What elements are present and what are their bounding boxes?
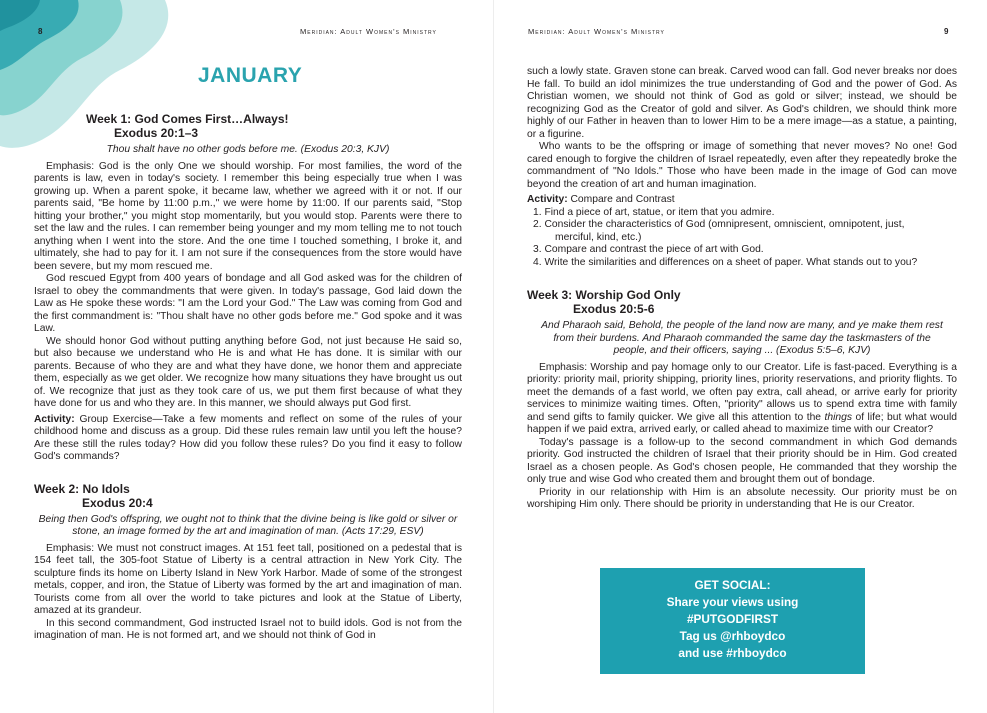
right-page bbox=[494, 0, 987, 713]
running-head: Meridian: Adult Women's Ministry bbox=[528, 27, 665, 36]
week2-paragraph-2: In this second commandment, God instructed Israel not to build idols. God is not from the imagination of man. He is not formed art, and we should not think of God in bbox=[34, 617, 462, 641]
list-item: 3. Compare and contrast the piece of art with God. bbox=[533, 244, 764, 255]
week1-reference: Exodus 20:1–3 bbox=[114, 126, 199, 140]
week3-paragraph-3: Priority in our relationship with Him is an absolute necessity. Our priority must be on worshiping Him only. There should be priority in understanding that He is our Creator. bbox=[527, 486, 957, 510]
week1-verse: Thou shalt have no other gods before me. (Exodus 20:3, KJV) bbox=[106, 144, 390, 155]
social-line-4: Tag us @rhboydco bbox=[679, 629, 786, 643]
right-text-column bbox=[527, 66, 957, 512]
activity-label: Activity: bbox=[527, 194, 568, 205]
week2-verse: Being then God's offspring, we ought not to think that the divine being is like gold or silver or stone, an image formed by the art and imagination of man. (Acts 17:29, ESV) bbox=[38, 513, 458, 537]
page-number: 9 bbox=[944, 27, 949, 36]
week3-paragraph-1-emphasis: things bbox=[824, 411, 852, 423]
week1-heading bbox=[34, 112, 462, 140]
get-social-box bbox=[600, 568, 865, 674]
running-head: Meridian: Adult Women's Ministry bbox=[300, 27, 437, 36]
week2-paragraph-1: Emphasis: We must not construct images. At 151 feet tall, positioned on a pedestal that is 154 feet tall, the 305-foot Statue of Liberty is a central attraction in New York City. The sculpture finds its home on Liberty Island in New York Harbor. Made of some of the strongest metals, copper, and iron, the Statue of Liberty was formed by the art and imagination of man. Tourists come from all over the world to take pictures and look at the Statue of Liberty, amazed at its grandeur. bbox=[34, 542, 462, 616]
activity-label: Activity: bbox=[34, 413, 75, 425]
week3-title: Week 3: Worship God Only bbox=[527, 288, 681, 302]
list-item: 1. Find a piece of art, statue, or item that you admire. bbox=[533, 206, 775, 218]
month-heading: JANUARY bbox=[198, 64, 303, 87]
page-number: 8 bbox=[38, 27, 43, 36]
week3-paragraph-1 bbox=[527, 362, 957, 437]
week3-heading bbox=[527, 288, 957, 316]
week2-reference: Exodus 20:4 bbox=[82, 495, 153, 510]
social-line-5: and use #rhboydco bbox=[678, 646, 787, 660]
activity-list bbox=[533, 207, 957, 270]
week2-activity bbox=[527, 194, 957, 207]
social-line-1: GET SOCIAL: bbox=[694, 578, 771, 592]
list-item: 2. Consider the characteristics of God (omnipresent, omniscient, omnipotent, just, bbox=[533, 219, 905, 230]
week2-title: Week 2: No Idols bbox=[34, 481, 130, 496]
week1-title: Week 1: God Comes First…Always! bbox=[86, 112, 289, 126]
week2-heading bbox=[34, 482, 462, 510]
week1-paragraph-3: We should honor God without putting anything before God, not just because He said so, but also because we understand who He is and what He has done. It is similar with our parents. Because of who they are and what they have done, we honor them and appreciate them, especially as we get older. We recognize how many situations they have brought us out of. We recognize that just as they took care of us, we put them first because of what they have done for us and who they are. In this manner, we should always put God first. bbox=[34, 335, 462, 409]
week3-reference: Exodus 20:5-6 bbox=[573, 302, 655, 316]
social-line-2: Share your views using bbox=[666, 595, 799, 609]
list-item: 4. Write the similarities and differences on a sheet of paper. What stands out to you? bbox=[533, 256, 918, 268]
week1-paragraph-1: Emphasis: God is the only One we should worship. For most families, the word of the parents is law, even in today's society. I remember this being especially true when I was growing up. When a parent spoke, it became law, whether we agreed with it or not. If our parents said, "Be home by 11:00 p.m.," we were home by 11:00. If our parents said, "Stop hitting your brother," you might stop momentarily, but you would stop. Parents were there to set the law and the rules. I can remember being younger and my mom telling me to not touch anything when I went into the store. And the one time I touched something, I broke it, and ultimately, she had to pay for it. I am not sure if the consequences from the store would have been severe, but my mom rescued me. bbox=[34, 160, 462, 272]
left-page bbox=[0, 0, 493, 713]
list-item: merciful, kind, etc.) bbox=[555, 231, 642, 243]
social-hashtag: #PUTGODFIRST bbox=[686, 612, 779, 626]
left-text-column bbox=[34, 112, 462, 643]
week3-paragraph-1-a: Emphasis: Worship and pay homage only to our Creator. Life is fast-paced. Everything is a priority: priority mail, priority shipping, priority lines, priority reservations, and priority flights. To meet the demands of a fast world, we often pay extra, call ahead, or arrive early for priority services to minimize waiting times. Often, "priority" allows us to spend extra time with family and send gifts to family quicker. We give all this attention to the bbox=[527, 361, 957, 423]
activity-text: Group Exercise—Take a few moments and reflect on some of the rules of your childhood home and discuss as a group. Did these rules remain law until you left the house? Are these still the rules today? How did you follow these rules? Do you find it easy to follow God's commands? bbox=[34, 413, 462, 462]
continued-paragraph-1: such a lowly state. Graven stone can break. Carved wood can fall. God never breaks nor does He fall. To build an idol minimizes the true understanding of God and the power of God. As Christian women, we should not think of God as gold or silver; instead, we should be recognizing God as the Creator of gold and silver. As God's children, we should think more highly of our Father in heaven than to lower Him to be a mere image—as a statue, a painting, or a figurine. bbox=[527, 66, 957, 140]
continued-paragraph-2: Who wants to be the offspring or image of something that never moves? No one! God cared enough to forgive the children of Israel repeatedly, even after they repeatedly broke the commandment of "No Idols." Those who have been made in the image of God can move beyond the creation of art and human imagination. bbox=[527, 141, 957, 190]
week3-paragraph-2: Today's passage is a follow-up to the second commandment in which God demands priority. God instructed the children of Israel that their priority should be in Him. God created Israel as a chosen people. As God's chosen people, He commanded that they worship the only true and wise God who created them and brought them out of bondage. bbox=[527, 436, 957, 485]
week3-verse: And Pharaoh said, Behold, the people of the land now are many, and ye make them rest from their burdens. And Pharaoh commanded the same day the taskmasters of the people, and their officers, saying ... (Exodus 5:5–6, KJV) bbox=[541, 320, 943, 356]
week3-paragraph-1-b: of life; but what would happen if we paid extra, arrived early, or called ahead to maximize time with our Creator? bbox=[527, 411, 957, 435]
activity-text: Compare and Contrast bbox=[567, 194, 675, 205]
week1-paragraph-2: God rescued Egypt from 400 years of bondage and all God asked was for the children of Israel to obey the commandments that were given. In today's passage, God laid down the Law as He spoke these words: "I am the Lord your God." The Law was coming from God and the first commandment is: "Thou shalt have no other gods before me." God spoke and it was Law. bbox=[34, 273, 462, 334]
week1-activity bbox=[34, 414, 462, 464]
